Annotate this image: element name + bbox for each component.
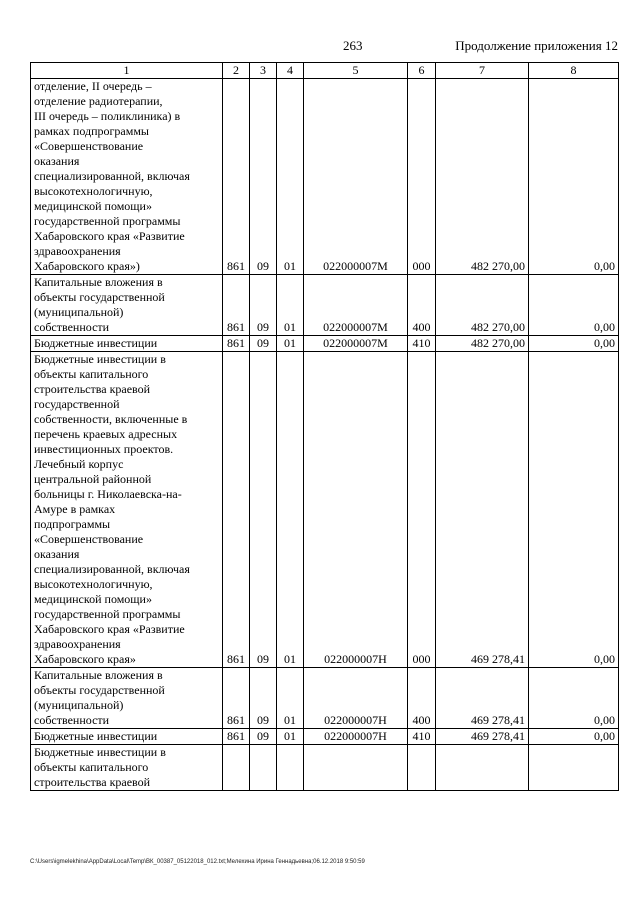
subsection-code: 01 xyxy=(277,79,304,275)
expense-name: Бюджетные инвестиции xyxy=(31,336,223,352)
expense-type-code: 410 xyxy=(408,336,436,352)
subsection-code: 01 xyxy=(277,729,304,745)
amount-value: 0,00 xyxy=(529,352,619,668)
expense-type-code: 410 xyxy=(408,729,436,745)
column-header: 8 xyxy=(529,63,619,79)
table-row xyxy=(31,352,619,668)
section-code xyxy=(250,745,277,791)
section-code: 09 xyxy=(250,336,277,352)
subsection-code: 01 xyxy=(277,275,304,336)
header-row xyxy=(31,63,619,79)
expense-name: Бюджетные инвестиции в объекты капитального строительства краевой xyxy=(31,745,223,791)
expense-name: отделение, II очередь – отделение радиотерапии, III очередь – поликлиника) в рамках подпрограммы «Совершенствование оказания специализированной, включая высокотехнологичную, медицинской помощи» государственной программы Хабаровского края «Развитие здравоохранения Хабаровского края») xyxy=(31,79,223,275)
expense-type-code: 400 xyxy=(408,275,436,336)
subsection-code: 01 xyxy=(277,352,304,668)
section-code: 09 xyxy=(250,729,277,745)
amount-value: 469 278,41 xyxy=(436,668,529,729)
amount-value: 482 270,00 xyxy=(436,275,529,336)
expense-type-code: 400 xyxy=(408,668,436,729)
amount-value: 0,00 xyxy=(529,729,619,745)
column-header: 5 xyxy=(304,63,408,79)
target-article-code: 022000007Н xyxy=(304,668,408,729)
table-row xyxy=(31,336,619,352)
ministry-code: 861 xyxy=(223,352,250,668)
amount-value: 0,00 xyxy=(529,275,619,336)
expense-name: Капитальные вложения в объекты государственной (муниципальной) собственности xyxy=(31,275,223,336)
column-header: 1 xyxy=(31,63,223,79)
column-header: 3 xyxy=(250,63,277,79)
expense-type-code xyxy=(408,745,436,791)
target-article-code: 022000007М xyxy=(304,336,408,352)
amount-value xyxy=(529,745,619,791)
amount-value: 0,00 xyxy=(529,79,619,275)
expense-type-code: 000 xyxy=(408,79,436,275)
amount-value: 0,00 xyxy=(529,668,619,729)
target-article-code: 022000007Н xyxy=(304,352,408,668)
section-code: 09 xyxy=(250,668,277,729)
continuation-title: Продолжение приложения 12 xyxy=(455,38,618,53)
column-header: 2 xyxy=(223,63,250,79)
section-code: 09 xyxy=(250,275,277,336)
amount-value: 482 270,00 xyxy=(436,79,529,275)
amount-value: 469 278,41 xyxy=(436,352,529,668)
table-row xyxy=(31,79,619,275)
page-number: 263 xyxy=(343,38,363,53)
target-article-code: 022000007М xyxy=(304,79,408,275)
table-row xyxy=(31,729,619,745)
amount-value xyxy=(436,745,529,791)
ministry-code: 861 xyxy=(223,668,250,729)
amount-value: 482 270,00 xyxy=(436,336,529,352)
column-header: 7 xyxy=(436,63,529,79)
table-row xyxy=(31,668,619,729)
column-header: 6 xyxy=(408,63,436,79)
ministry-code: 861 xyxy=(223,729,250,745)
amount-value: 0,00 xyxy=(529,336,619,352)
subsection-code: 01 xyxy=(277,336,304,352)
expense-type-code: 000 xyxy=(408,352,436,668)
ministry-code: 861 xyxy=(223,336,250,352)
section-code: 09 xyxy=(250,352,277,668)
ministry-code: 861 xyxy=(223,79,250,275)
budget-table xyxy=(30,62,619,791)
subsection-code: 01 xyxy=(277,668,304,729)
subsection-code xyxy=(277,745,304,791)
expense-name: Бюджетные инвестиции xyxy=(31,729,223,745)
target-article-code: 022000007М xyxy=(304,275,408,336)
file-path-footer: C:\Users\igmelekhina\AppData\Local\Temp\ВК_00387_05122018_012.txt;Мелехина Ирина Геннадьевна;06.12.2018 9:50:59 xyxy=(30,859,365,865)
ministry-code: 861 xyxy=(223,275,250,336)
section-code: 09 xyxy=(250,79,277,275)
ministry-code xyxy=(223,745,250,791)
amount-value: 469 278,41 xyxy=(436,729,529,745)
table-row xyxy=(31,275,619,336)
column-header: 4 xyxy=(277,63,304,79)
target-article-code: 022000007Н xyxy=(304,729,408,745)
target-article-code xyxy=(304,745,408,791)
expense-name: Капитальные вложения в объекты государственной (муниципальной) собственности xyxy=(31,668,223,729)
expense-name: Бюджетные инвестиции в объекты капитального строительства краевой государственной собственности, включенные в перечень краевых адресных инвестиционных проектов. Лечебный корпус центральной районной больницы г. Николаевска-на- Амуре в рамках подпрограммы «Совершенствование оказания специализированной, включая высокотехнологичную, медицинской помощи» государственной программы Хабаровского края «Развитие здравоохранения Хабаровского края» xyxy=(31,352,223,668)
table-row xyxy=(31,745,619,791)
